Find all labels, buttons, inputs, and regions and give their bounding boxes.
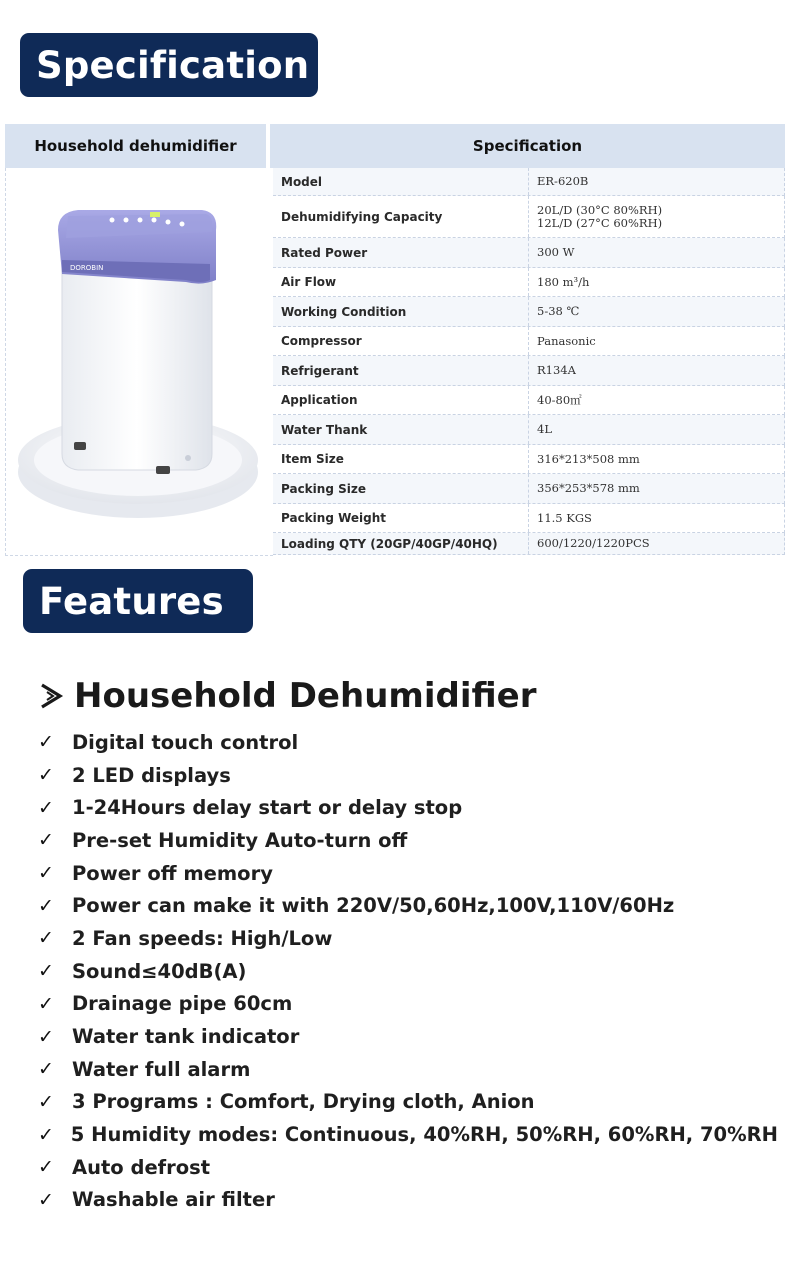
spec-value-line: 316*213*508 mm bbox=[537, 451, 640, 466]
list-item bbox=[38, 1020, 778, 1053]
table-row bbox=[273, 474, 785, 504]
spec-key: Item Size bbox=[273, 445, 529, 473]
spec-key: Water Thank bbox=[273, 415, 529, 444]
checkmark-icon: ✓ bbox=[38, 862, 54, 885]
header-specification: Specification bbox=[270, 124, 785, 168]
checkmark-icon: ✓ bbox=[38, 1025, 54, 1048]
spec-value bbox=[529, 168, 784, 195]
table-row bbox=[273, 356, 785, 386]
feature-text: Washable air filter bbox=[72, 1188, 275, 1212]
spec-value-line: 4L bbox=[537, 422, 552, 436]
feature-text: 1-24Hours delay start or delay stop bbox=[72, 796, 463, 820]
spec-key: Dehumidifying Capacity bbox=[273, 196, 529, 237]
spec-key: Loading QTY (20GP/40GP/40HQ) bbox=[273, 533, 529, 554]
spec-value-line: Panasonic bbox=[537, 333, 596, 348]
checkmark-icon: ✓ bbox=[38, 1058, 54, 1081]
list-item bbox=[38, 726, 778, 759]
checkmark-icon: ✓ bbox=[38, 829, 54, 852]
spec-key: Air Flow bbox=[273, 268, 529, 296]
checkmark-icon: ✓ bbox=[38, 960, 54, 983]
checkmark-icon: ✓ bbox=[38, 927, 54, 950]
table-row bbox=[273, 415, 785, 445]
spec-value bbox=[529, 445, 784, 473]
list-item bbox=[38, 889, 778, 922]
spec-key: Application bbox=[273, 386, 529, 414]
checkmark-icon: ✓ bbox=[38, 1156, 54, 1179]
spec-value bbox=[529, 386, 784, 414]
spec-key: Compressor bbox=[273, 327, 529, 355]
spec-table bbox=[5, 124, 785, 556]
table-row bbox=[273, 533, 785, 555]
checkmark-icon: ✓ bbox=[38, 731, 54, 754]
spec-value bbox=[529, 327, 784, 355]
feature-text: 2 Fan speeds: High/Low bbox=[72, 926, 333, 950]
spec-value bbox=[529, 415, 784, 444]
table-row bbox=[273, 268, 785, 297]
spec-key: Model bbox=[273, 168, 529, 195]
list-item bbox=[38, 1151, 778, 1184]
spec-value bbox=[529, 504, 784, 532]
list-item bbox=[38, 759, 778, 792]
specification-badge: Specification bbox=[20, 33, 318, 97]
arrow-right-icon bbox=[36, 679, 66, 713]
table-row bbox=[273, 168, 785, 196]
table-row bbox=[273, 297, 785, 327]
features-list bbox=[38, 726, 778, 1216]
spec-key: Packing Size bbox=[273, 474, 529, 503]
feature-text: 5 Humidity modes: Continuous, 40%RH, 50%RH, 60%RH, 70%RH bbox=[70, 1123, 778, 1147]
spec-value-line-2: 12L/D (27°C 60%RH) bbox=[537, 215, 663, 230]
checkmark-icon: ✓ bbox=[38, 796, 54, 819]
list-item bbox=[38, 824, 778, 857]
feature-text: Auto defrost bbox=[72, 1155, 211, 1179]
checkmark-icon: ✓ bbox=[38, 992, 54, 1015]
spec-value-line: 180 m³/h bbox=[537, 274, 590, 289]
product-brand-text: DOROBIN bbox=[70, 264, 104, 272]
spec-value-line: 40-80㎡ bbox=[537, 392, 582, 407]
feature-text: 3 Programs : Comfort, Drying cloth, Anion bbox=[72, 1090, 535, 1114]
spec-value bbox=[529, 474, 784, 503]
spec-value bbox=[529, 196, 784, 237]
table-row bbox=[273, 196, 785, 238]
table-row bbox=[273, 504, 785, 533]
spec-value bbox=[529, 356, 784, 385]
spec-value bbox=[529, 268, 784, 296]
spec-value bbox=[529, 238, 784, 267]
table-row bbox=[273, 445, 785, 474]
spec-key: Working Condition bbox=[273, 297, 529, 326]
list-item bbox=[38, 922, 778, 955]
list-item bbox=[38, 857, 778, 890]
spec-table-header bbox=[5, 124, 785, 168]
product-image bbox=[6, 168, 272, 554]
list-item bbox=[38, 1184, 778, 1217]
list-item bbox=[38, 1118, 778, 1151]
list-item bbox=[38, 1053, 778, 1086]
spec-value-line: 356*253*578 mm bbox=[537, 481, 640, 495]
header-household-dehumidifier: Household dehumidifier bbox=[5, 124, 270, 168]
feature-text: Sound≤40dB(A) bbox=[72, 959, 247, 983]
spec-key: Refrigerant bbox=[273, 356, 529, 385]
table-row bbox=[273, 238, 785, 268]
spec-rows bbox=[273, 168, 785, 555]
features-badge: Features bbox=[23, 569, 253, 633]
checkmark-icon: ✓ bbox=[38, 1123, 54, 1146]
checkmark-icon: ✓ bbox=[38, 764, 54, 787]
spec-value-line: 20L/D (30°C 80%RH) bbox=[537, 202, 663, 217]
spec-value-line: ER-620B bbox=[537, 174, 589, 188]
spec-value-line: 300 W bbox=[537, 245, 575, 259]
spec-value-line: 11.5 KGS bbox=[537, 510, 592, 525]
feature-text: Power off memory bbox=[72, 861, 273, 885]
list-item bbox=[38, 988, 778, 1021]
features-heading bbox=[36, 676, 537, 716]
checkmark-icon: ✓ bbox=[38, 1188, 54, 1211]
table-row bbox=[273, 386, 785, 415]
feature-text: Water tank indicator bbox=[72, 1025, 300, 1049]
feature-text: 2 LED displays bbox=[72, 763, 231, 787]
table-row bbox=[273, 327, 785, 356]
feature-text: Water full alarm bbox=[72, 1057, 251, 1081]
features-heading-text: Household Dehumidifier bbox=[74, 676, 537, 716]
feature-text: Power can make it with 220V/50,60Hz,100V,110V/60Hz bbox=[72, 894, 675, 918]
spec-key: Rated Power bbox=[273, 238, 529, 267]
list-item bbox=[38, 1086, 778, 1119]
feature-text: Pre-set Humidity Auto-turn off bbox=[72, 828, 408, 852]
checkmark-icon: ✓ bbox=[38, 1090, 54, 1113]
feature-text: Digital touch control bbox=[72, 730, 299, 754]
feature-text: Drainage pipe 60cm bbox=[72, 992, 293, 1016]
list-item bbox=[38, 791, 778, 824]
list-item bbox=[38, 955, 778, 988]
spec-value bbox=[529, 533, 784, 554]
spec-value-line: R134A bbox=[537, 363, 576, 377]
spec-value-line: 600/1220/1220PCS bbox=[537, 536, 650, 550]
spec-key: Packing Weight bbox=[273, 504, 529, 532]
spec-value bbox=[529, 297, 784, 326]
product-image-cell bbox=[5, 168, 273, 556]
spec-value-line: 5-38 ℃ bbox=[537, 304, 580, 318]
checkmark-icon: ✓ bbox=[38, 894, 54, 917]
